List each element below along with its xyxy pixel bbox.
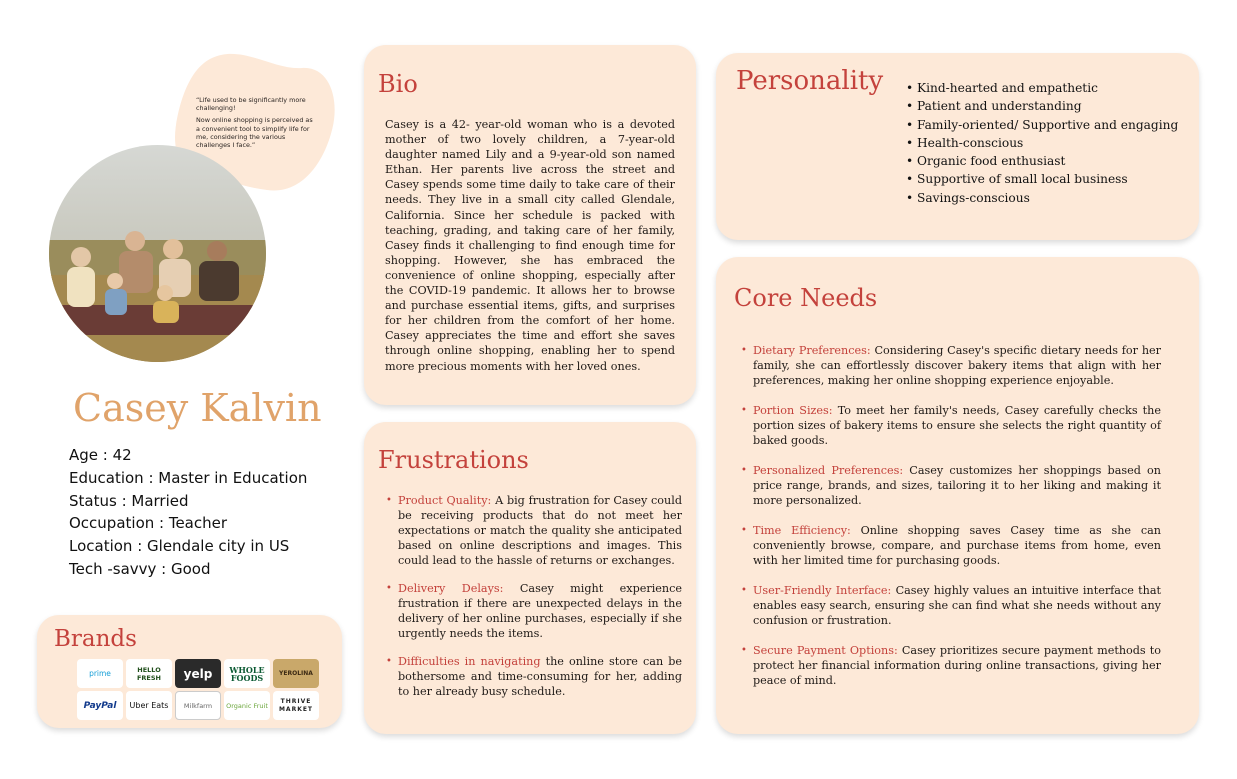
core-need-label: Personalized Preferences: [753,464,904,477]
quote-line-2: Now online shopping is perceived as a convenient tool to simplify life for me, considering the various challenges I face.” [196,116,313,150]
persona-name: Casey Kalvin [73,386,322,430]
info-tech-savvy: Tech -savvy : Good [69,559,211,578]
info-education: Education : Master in Education [69,468,308,487]
core-need-label: User-Friendly Interface: [753,584,892,597]
core-need-label: Secure Payment Options: [753,644,898,657]
core-need-text: Online shopping saves Casey time as she can conveniently browse, compare, and purchase items from home, even with her limited time for purchasing goods. [753,524,1161,567]
brand-yerolina-logo: YEROLINA [273,659,319,688]
core-need-text: Casey highly values an intuitive interface that enables easy search, ensuring she can find what she needs without any confusion or frustration. [753,584,1161,627]
brand-prime-logo: prime [77,659,123,688]
brand-organic-fruit-logo: Organic Fruit [224,691,270,720]
bio-title: Bio [378,70,418,98]
frustration-label: Product Quality: [398,494,492,507]
frustration-item [386,581,682,641]
core-need-item [741,463,1161,508]
frustrations-list [386,493,682,699]
persona-info-list [69,444,307,581]
persona-quote [196,96,318,153]
info-age: Age : 42 [69,446,132,464]
frustration-text: the online store can be bothersome and time-consuming for her, adding to her already busy schedule. [398,655,682,698]
brand-ubereats-logo: Uber Eats [126,691,172,720]
core-need-label: Time Efficiency: [753,524,851,537]
frustration-item [386,493,682,568]
core-need-label: Dietary Preferences: [753,344,871,357]
frustration-text: Casey might experience frustration if there are unexpected delays in the delivery of her online purchases, especially if she urgently needs the items. [398,582,682,640]
frustration-item [386,654,682,699]
core-need-text: To meet her family's needs, Casey carefully checks the portion sizes of bakery items to ensure she selects the right quantity of baked goods. [753,404,1162,447]
brand-logo-grid [77,659,323,723]
frustration-text: A big frustration for Casey could be receiving products that do not meet her expectations or match the quality she anticipated based on online descriptions and images. This could lead to the hassle of returns or exchanges. [398,494,682,567]
family-photo-illustration [49,145,266,362]
personality-trait: • Health-conscious [906,134,1178,152]
personality-title: Personality [736,66,884,96]
personality-trait: • Kind-hearted and empathetic [906,79,1178,97]
core-need-text: Considering Casey's specific dietary needs for her family, she can effortlessly discover bakery items that align with her preferences, making her online shopping experience enjoyable. [753,344,1162,387]
personality-trait: • Patient and understanding [906,97,1178,115]
core-need-item [741,403,1161,448]
core-need-item [741,583,1161,628]
brand-hellofresh-logo: HELLO FRESH [126,659,172,688]
brand-paypal-logo: PayPal [77,691,123,720]
bio-text: Casey is a 42- year-old woman who is a devoted mother of two lovely children, a 7-year-old daughter named Lily and a 9-year-old son named Ethan. Her parents live across the street and Casey spends some time daily to take care of their needs. They live in a small city called Glendale, California. Since her schedule is packed with teaching, grading, and taking care of her family, Casey finds it challenging to find enough time for shopping. However, she has embraced the convenience of online shopping, especially after the COVID-19 pandemic. It allows her to browse and purchase essential items, gifts, and surprises for her children from the comfort of her home. Casey appreciates the time and effort she saves through online shopping, enabling her to spend more precious moments with her loved ones. [385,118,675,373]
info-status: Status : Married [69,491,189,510]
info-occupation: Occupation : Teacher [69,514,228,533]
personality-trait: • Family-oriented/ Supportive and engaging [906,116,1178,134]
brand-yelp-logo: yelp [175,659,221,688]
personality-trait: • Supportive of small local business [906,170,1178,188]
core-needs-title: Core Needs [734,284,878,312]
core-need-item [741,343,1161,388]
info-location: Location : Glendale city in US [69,537,290,556]
frustration-label: Difficulties in navigating [398,655,541,668]
personality-traits-list [906,79,1178,207]
persona-photo [49,145,266,362]
personality-trait: • Savings-conscious [906,189,1178,207]
core-needs-list [741,343,1161,688]
quote-line-1: “Life used to be significantly more challenging! [196,96,306,113]
brand-milkfarm-logo: Milkfarm [175,691,221,720]
core-need-item [741,643,1161,688]
frustrations-title: Frustrations [378,446,529,474]
core-need-label: Portion Sizes: [753,404,833,417]
core-need-text: Casey customizes her shoppings based on price range, brands, and sizes, tailoring it to her liking and making it more personalized. [753,464,1162,507]
brands-title: Brands [54,626,137,652]
core-need-item [741,523,1161,568]
brand-thrive-market-logo: THRIVE MARKET [273,691,319,720]
core-need-text: Casey prioritizes secure payment methods to protect her financial information during online transactions, giving her peace of mind. [753,644,1162,687]
frustration-label: Delivery Delays: [398,582,504,595]
brand-wholefoods-logo: WHOLE FOODS [224,659,270,688]
personality-trait: • Organic food enthusiast [906,152,1178,170]
